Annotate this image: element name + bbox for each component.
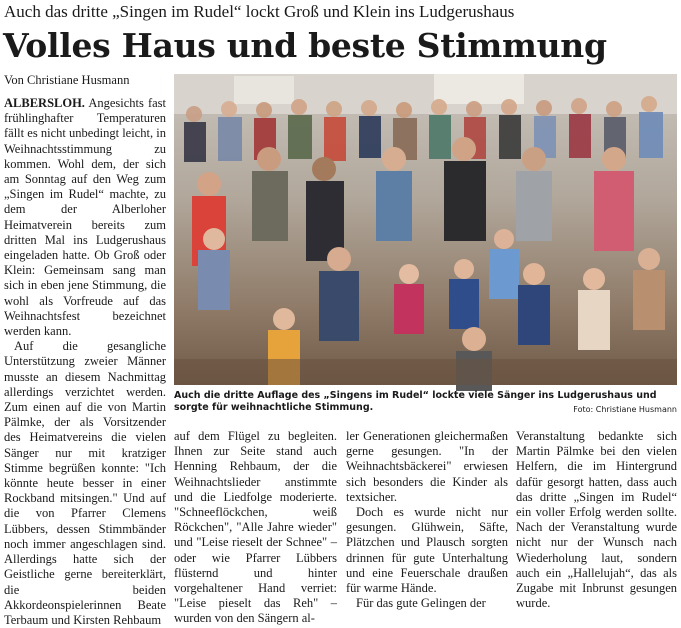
article-paragraph: Doch es wurde nicht nur gesungen. Glühwein, Säfte, Plätzchen und Plausch sorgten drinnen für gute Unterhaltung und eine Feuerschale draußen für warme Hände. <box>346 505 508 596</box>
paragraph-text: Angesichts fast frühlinghafter Temperaturen fällt es nicht unbedingt leicht, in Weihnachtsstimmung zu kommen. Wohl dem, der sich am Sonntag auf den Weg zum „Singen im Rudel“ machte, zu dem der Alberloher Heimatverein bereits zum dritten Mal ins Ludgerushaus eingeladen hatte. Ob Groß oder Klein: Gemeinsam sang man sich in eben jene Stimmung, die wohl als Vorfreude auf das Weihnachtsfest bezeichnet werden kann. <box>4 96 166 339</box>
article-paragraph: Veranstaltung bedankte sich Martin Pälmke bei den vielen Helfern, die im Hintergrund dafür gesorgt hatten, dass auch das dritte „Singen im Rudel“ ein voller Erfolg werden sollte. Nach der Veranstaltung wurde nicht nur der Wunsch nach Wiederholung laut, sondern auch ein „Hallelujah“, das als Zugabe mit Inbrunst gesungen wurde. <box>516 429 677 611</box>
article-kicker: Auch das dritte „Singen im Rudel“ lockt Groß und Klein ins Ludgerushaus <box>4 2 515 21</box>
article-paragraph: ler Generationen gleichermaßen gerne gesungen. "In der Weihnachtsbäckerei" erwiesen sich besonders die Kinder als textsicher. <box>346 429 508 504</box>
photo-caption: Auch die dritte Auflage des „Singens im Rudel“ lockte viele Sänger ins Ludgerushaus und sorgte für weihnachtliche Stimmung. <box>174 390 657 413</box>
article-column-1 <box>4 96 166 627</box>
article-column-4 <box>516 429 677 611</box>
article-column-3 <box>346 429 508 611</box>
article-paragraph <box>4 96 166 339</box>
dateline: ALBERSLOH. <box>4 96 85 110</box>
article-byline: Von Christiane Husmann <box>4 73 130 87</box>
article-column-2 <box>174 429 337 626</box>
article-paragraph: Für das gute Gelingen der <box>356 596 486 611</box>
article-photo <box>174 74 677 385</box>
article-paragraph: auf dem Flügel zu begleiten. Ihnen zur Seite stand auch Henning Rehbaum, der die Weihnachtslieder anstimmte und die Liedfolge moderierte. "Schneeflöckchen, weiß Röckchen", "Alle Jahre wieder" und "Leise rieselt der Schnee" – oder wie Pfarrer Lübbers flüsternd und hinter vorgehaltener Hand verriet: "Leise pieselt das Reh" – wurden von den Sängern al- <box>174 429 337 626</box>
article-headline: Volles Haus und beste Stimmung <box>3 26 607 65</box>
photo-credit: Foto: Christiane Husmann <box>573 405 677 414</box>
article-paragraph: Auf die gesangliche Unterstützung zweier Männer musste an diesem Nachmittag allerdings verzichtet werden. Zum einen auf die von Martin Pälmke, der als Vorsitzender des Heimatvereins die vielen Sänger nur mit kratziger Stimme begrüßen konnte: "Ich könnte heute besser in einer Rockband mitsingen." Und auf die von Pfarrer Clemens Lübbers, dessen Stimmbänder noch immer angeschlagen sind. Allerdings hatte sich der Geistliche gerne bereiterklärt, die beiden Akkordeonspielerinnen Beate Terbaum und Kirsten Rehbaum <box>4 339 166 627</box>
audience-photo-illustration <box>174 74 677 385</box>
